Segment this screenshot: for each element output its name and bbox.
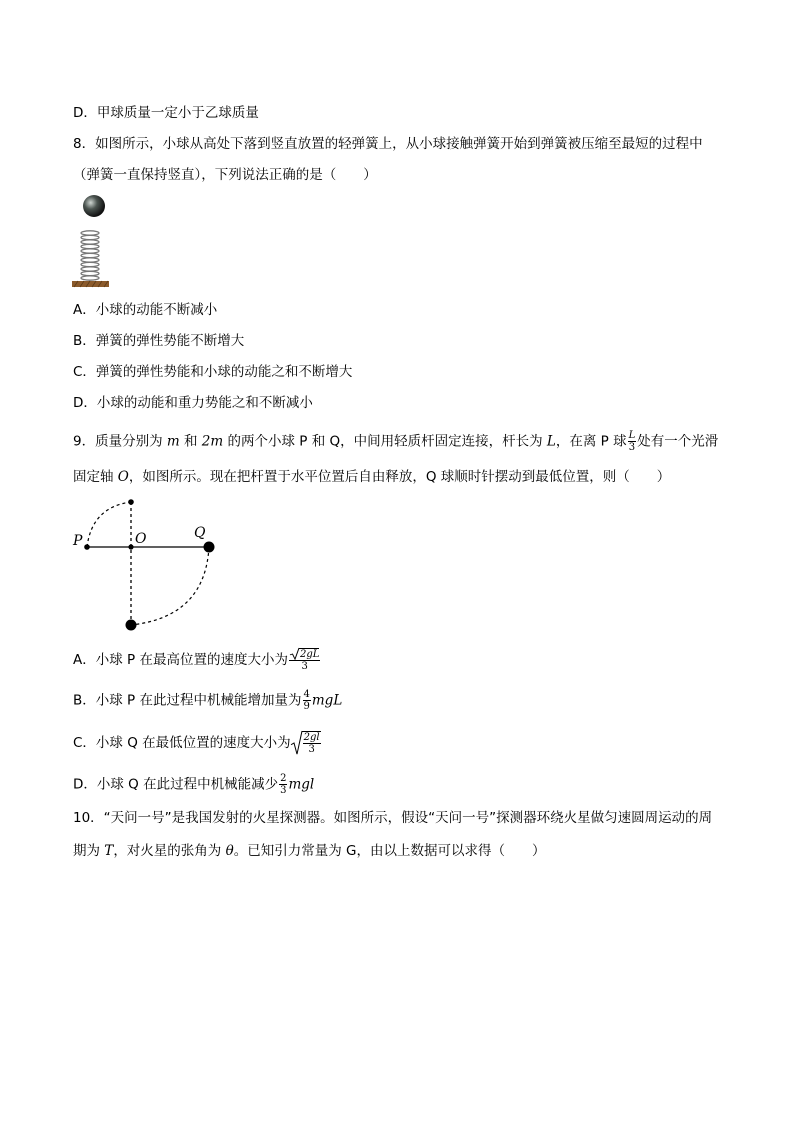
sqrt-symbol: $\frac{2gl}{3}$ [291,731,321,755]
ball-p [84,544,90,550]
ball-p-top [128,499,134,505]
ball-q [204,542,215,553]
spring-icon [81,231,99,280]
q9-fraction-L-over-3: $\frac{L}{3}$ [628,430,636,453]
q8-option-a: A．小球的动能不断减小 [73,302,218,318]
rod-pendulum-figure [70,495,220,635]
q10-stem-line1: 10．“天问一号”是我国发射的火星探测器。如图所示，假设“天问一号”探测器环绕火星做匀速圆周运动的周 [73,810,713,826]
pivot-o [128,544,133,549]
ball-icon [83,195,105,217]
q9-optD-fraction: $\frac{2}{3}$ [280,773,287,796]
q9-optB-fraction: $\frac{4}{9}$ [303,689,310,712]
q9-optA-fraction: $\frac{2gL}{3}$ [289,648,320,672]
arc-q-path [131,547,209,625]
label-q: Q [194,525,206,541]
q8-stem-line1: 8．如图所示，小球从高处下落到竖直放置的轻弹簧上，从小球接触弹簧开始到弹簧被压缩至最短的过程中 [73,136,703,152]
q7-option-d: D．甲球质量一定小于乙球质量 [73,105,259,121]
q8-option-c: C．弹簧的弹性势能和小球的动能之和不断增大 [73,364,353,380]
q9-stem-line2: 固定轴 O，如图所示。现在把杆置于水平位置后自由释放，Q 球顺时针摆动到最低位置，则（ ） [73,469,671,485]
q9-stem-line1: 9．质量分别为 m 和 2m 的两个小球 P 和 Q，中间用轻质杆固定连接，杆长为 L，在离 P 球 $\frac{L}{3}$ 处有一个光滑 [73,430,719,453]
ball-q-bottom [126,620,137,631]
q10-stem-line2: 期为 T，对火星的张角为 θ。已知引力常量为 G，由以上数据可以求得（ ） [73,843,546,859]
q8-stem-line2: （弹簧一直保持竖直），下列说法正确的是（ ） [73,167,377,183]
label-p: P [73,533,83,549]
q8-option-d: D．小球的动能和重力势能之和不断减小 [73,395,313,411]
arc-p-path [87,502,131,547]
ball-spring-figure [70,193,115,291]
sqrt-symbol: 2gL [290,648,319,660]
q8-option-b: B．弹簧的弹性势能不断增大 [73,333,245,349]
q9-option-a: A．小球 P 在最高位置的速度大小为 $\frac{2gL}{3}$ [73,649,320,672]
label-o: O [135,531,147,547]
q9-option-d: D．小球 Q 在此过程中机械能减少 $\frac{2}{3}$ mgl [73,773,315,796]
q9-option-c: C．小球 Q 在最低位置的速度大小为 $\frac{2gl}{3}$ [73,732,320,755]
q9-option-b: B．小球 P 在此过程中机械能增加量为 $\frac{4}{9}$ mgL [73,689,343,712]
